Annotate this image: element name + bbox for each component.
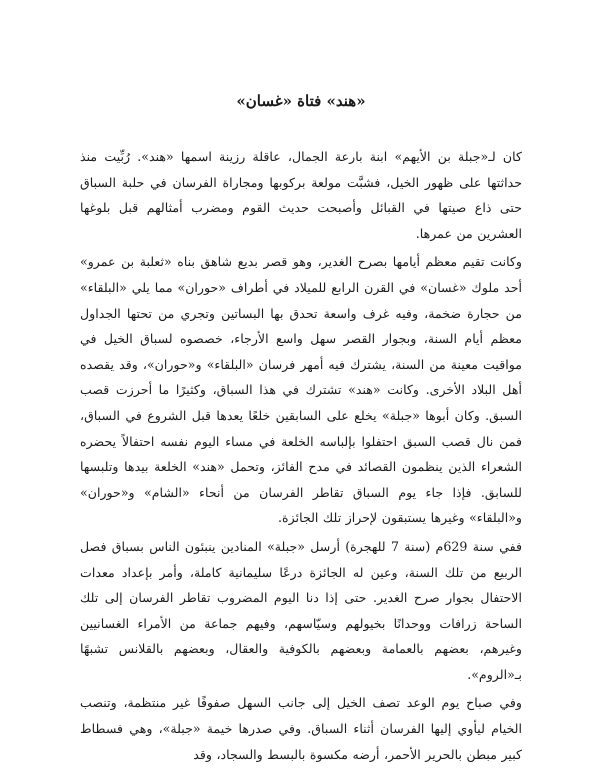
paragraph-4: وفي صباح يوم الوعد تصف الخيل إلى جانب السهل صفوفًا غير منتظمة، وتنصب الخيام ليأوي إليها الفرسان أثناء السباق. وفي صدرها خيمة «جبلة»، وهي فسطاط كبير مبطن بالحرير الأحمر، أرضه مكسوة بالبسط والسجاد، وقد — [80, 695, 522, 762]
chapter-title: «هند» فتاة «غسان» — [236, 92, 366, 110]
paragraph-2: وكانت تقيم معظم أيامها بصرح الغدير، وهو قصر بديع شاهق بناه «ثعلبة بن عمرو» أحد ملوك «غسان» في القرن الرابع للميلاد في أطراف «حوران» مما يلي «البلقاء» من حجارة ضخمة، وفيه غرف واسعة تحدق بها البساتين وتجري من تحتها الجداول معظم أيام السنة، وبجوار القصر سهل واسع الأرجاء، خصصوه لسباق الخيل في مواقيت معينة من السنة، يشترك فيه أمهر فرسان «البلقاء» و«حوران»، وقد يقصده أهل البلاد الأخرى. وكانت «هند» تشترك في هذا السباق، وكثيرًا ما أحرزت قصب السبق. وكان أبوها «جبلة» يخلع على السابقين خلعًا يعدها قبل الشروع في السباق، فمن نال قصب السبق احتفلوا بإلباسه الخلعة في مساء اليوم نفسه احتفالاً يحضره الشعراء الذين ينظمون القصائد في مدح الفائز، وتحمل «هند» الخلعة بيدها وتلبسها للسابق. فإذا جاء يوم السباق تقاطر الفرسان من أنحاء «الشام» و«حوران» و«البلقاء» وغيرها يستبقون لإحراز تلك الجائزة. — [80, 254, 522, 526]
paragraph-3: ففي سنة 629م (سنة 7 للهجرة) أرسل «جبلة» المنادين ينبئون الناس بسباق فصل الربيع من تلك السنة، وعين له الجائزة درعًا سليمانية كاملة، وأمر بإعداد معدات الاحتفال بجوار صرح الغدير. حتى إذا دنا اليوم المضروب تقاطر الفرسان إلى تلك الساحة زرافات ووحدانًا بخيولهم وسيّاسهم، وفيهم جماعة من الأمراء الغسانيين وغيرهم، بعضهم بالعمامة وبعضهم بالكوفية والعقال، وبعضهم بالقلانس تشبهًا بـ«الروم». — [80, 538, 522, 682]
paragraph-1: كان لـ«جبلة بن الأيهم» ابنة بارعة الجمال، عاقلة رزينة اسمها «هند». رُبِّيت منذ حداثتها على ظهور الخيل، فشبَّت مولعة بركوبها ومجاراة الفرسان في حلبة السباق حتى ذاع صيتها في القبائل وأصبحت حديث القوم ومضرب أمثالهم قبل بلوغها العشرين من عمرها. — [80, 149, 522, 241]
